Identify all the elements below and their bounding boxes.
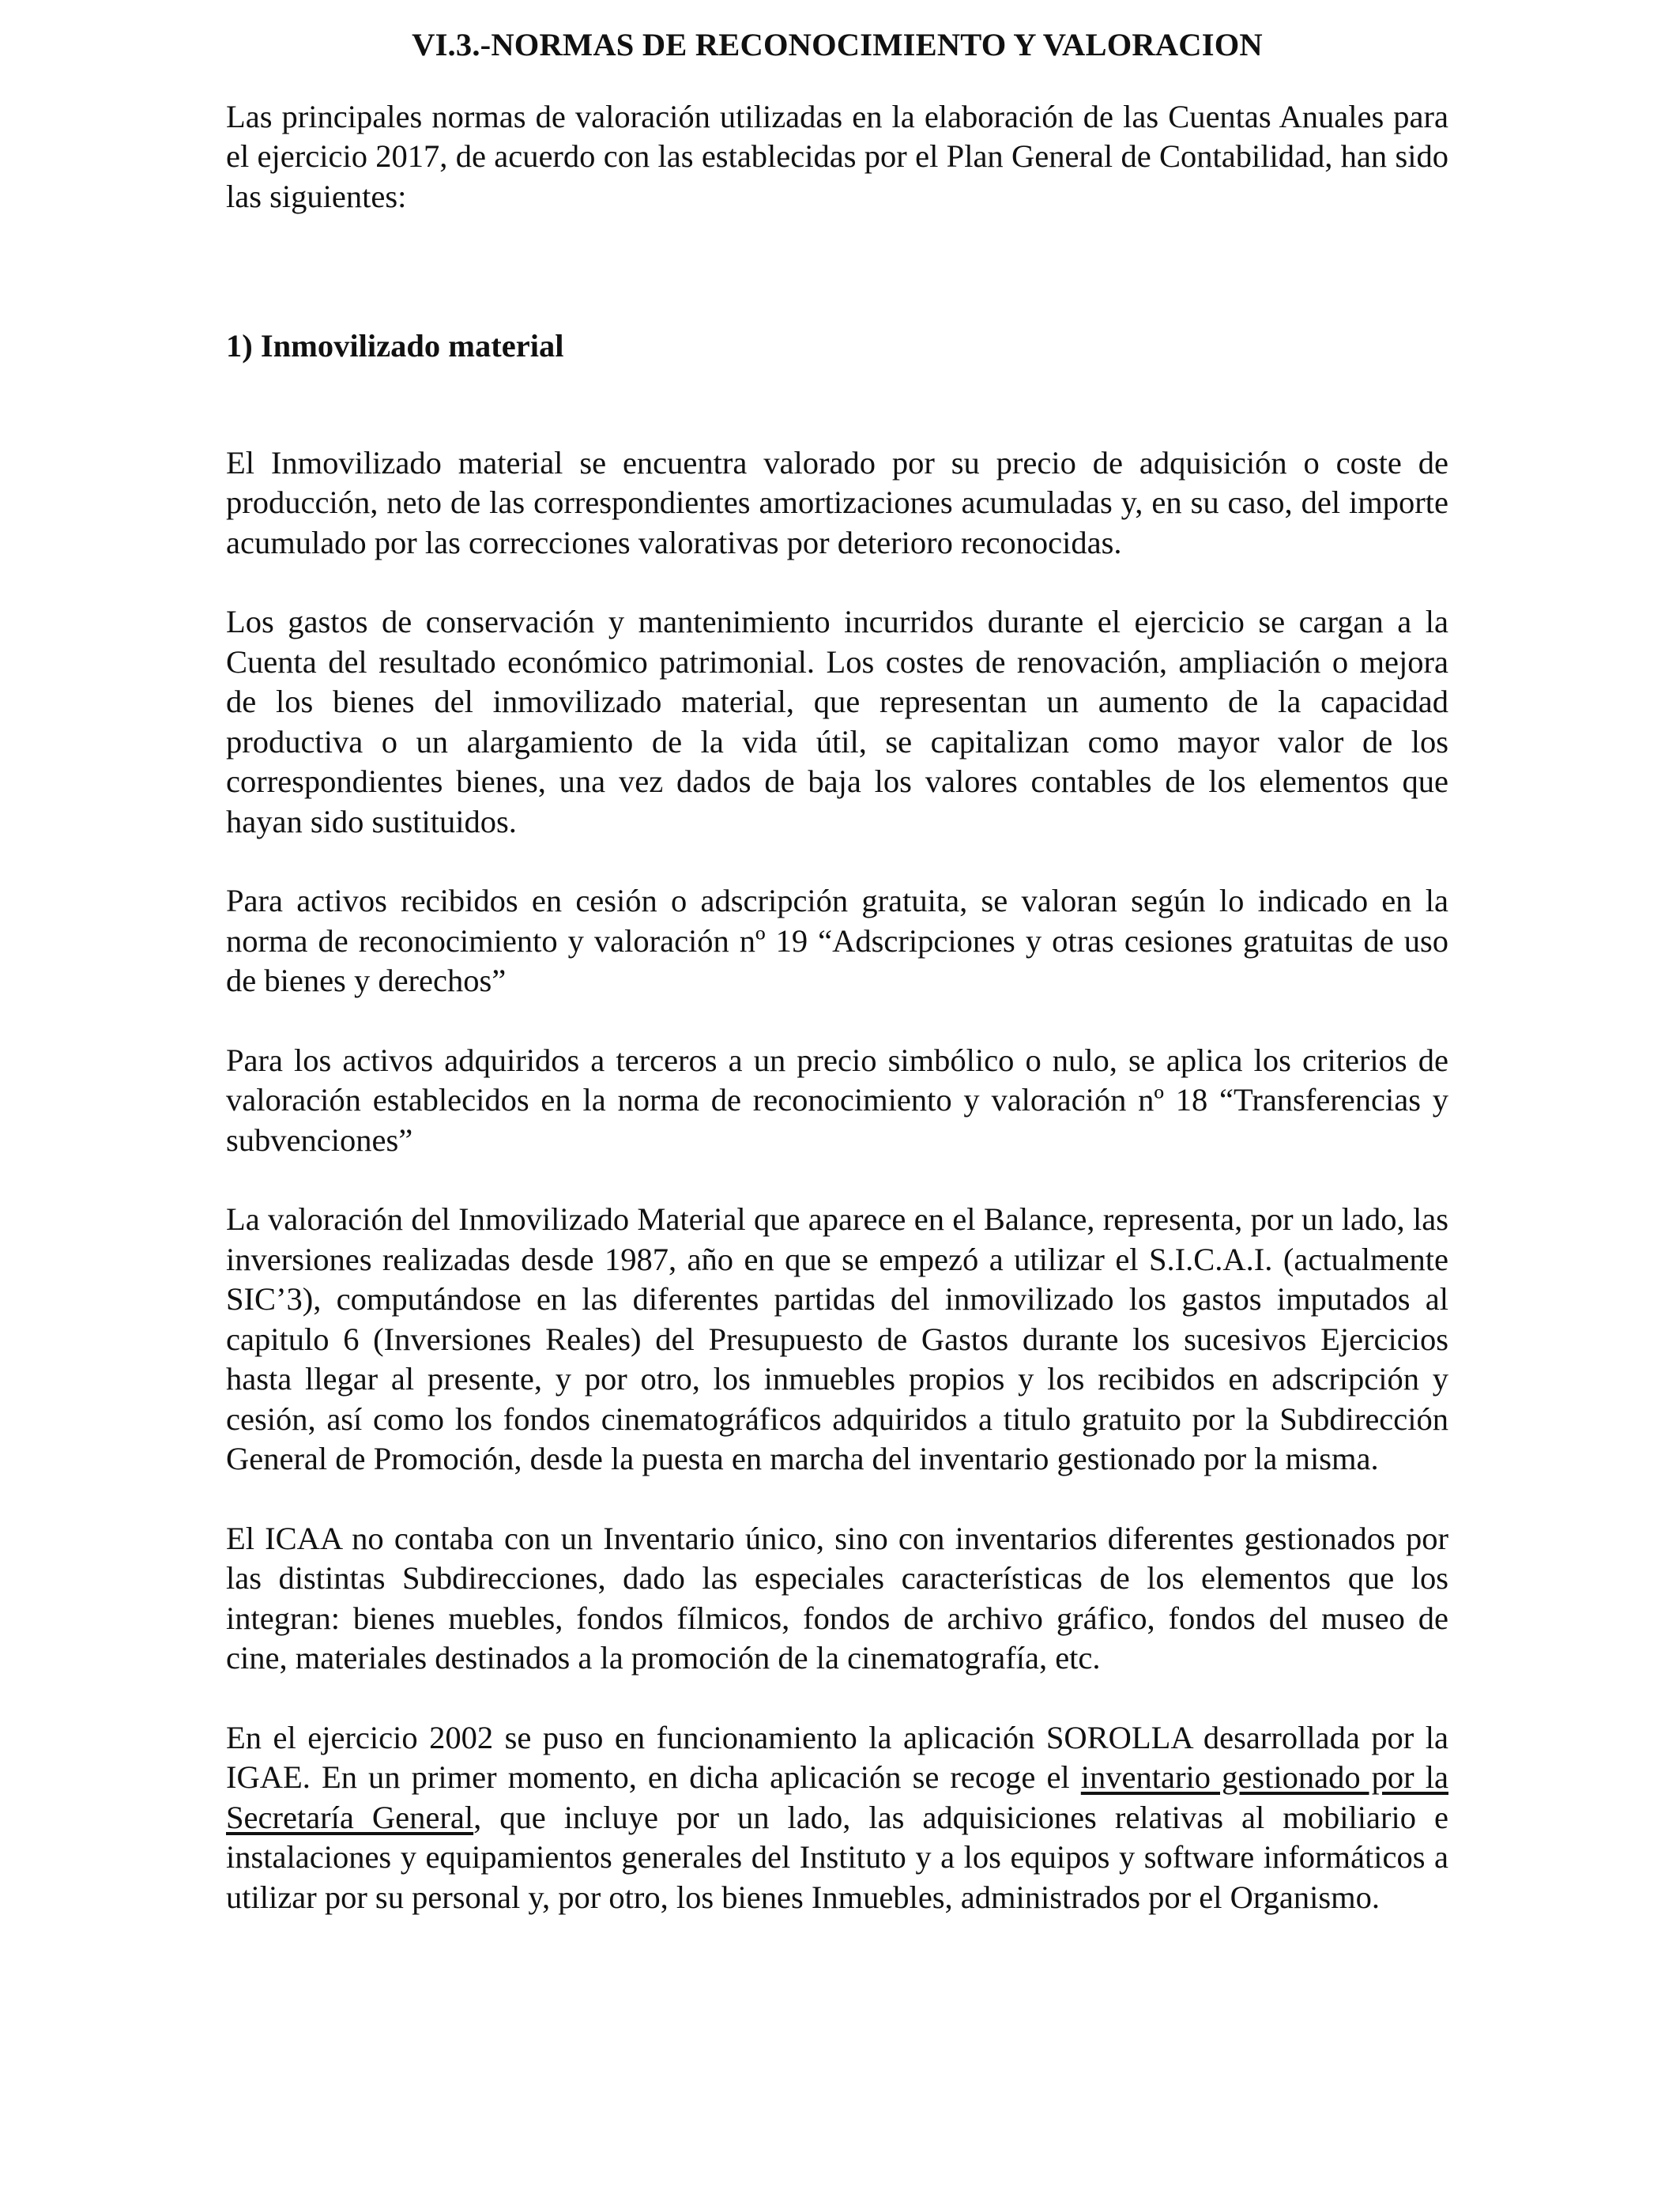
paragraph-symbolic-price: Para los activos adquiridos a terceros a un precio simbólico o nulo, se aplica los criterios de valoración establecidos en la norma de reconocimiento y valoración nº 18 “Transferencias y subvenciones” xyxy=(226,1042,1448,1158)
paragraph-maintenance: Los gastos de conservación y mantenimiento incurridos durante el ejercicio se cargan a la Cuenta del resultado económico patrimonial. Los costes de renovación, ampliación o mejora de los bienes del inmovilizado material, que representan un aumento de la capacidad productiva o un alargamiento de la vida útil, se capitalizan como mayor valor de los correspondientes bienes, una vez dados de baja los valores contables de los elementos que hayan sido sustituidos. xyxy=(226,604,1448,839)
document-title: VI.3.-NORMAS DE RECONOCIMIENTO Y VALORACION xyxy=(412,27,1263,62)
sorolla-text-before: En el ejercicio 2002 se puso en funcionamiento la aplicación SOROLLA desarrollada por la IGAE. En un primer momento, en dicha aplicación se recoge el xyxy=(226,1719,1448,1795)
intro-paragraph: Las principales normas de valoración utilizadas en la elaboración de las Cuentas Anuales para el ejercicio 2017, de acuerdo con las establecidas por el Plan General de Contabilidad, han sido las siguientes: xyxy=(226,98,1448,214)
underlined-inventory-text: inventario gestionado por la Secretaría General xyxy=(226,1759,1448,1835)
sorolla-text-after: , que incluye por un lado, las adquisiciones relativas al mobiliario e instalaciones y equipamientos generales del Instituto y a los equipos y software informáticos a utilizar por su personal y, por otro, los bienes Inmuebles, administrados por el Organismo. xyxy=(226,1799,1449,1915)
paragraph-inventories: El ICAA no contaba con un Inventario único, sino con inventarios diferentes gestionados por las distintas Subdirecciones, dado las especiales características de los elementos que los integran: bienes muebles, fondos fílmicos, fondos de archivo gráfico, fondos del museo de cine, materiales destinados a la promoción de la cinematografía, etc. xyxy=(226,1520,1448,1676)
section-heading: 1) Inmovilizado material xyxy=(226,328,564,364)
paragraph-free-assignment: Para activos recibidos en cesión o adscripción gratuita, se valoran según lo indicado en la norma de reconocimiento y valoración nº 19 “Adscripciones y otras cesiones gratuitas de uso de bienes y derechos” xyxy=(226,883,1448,998)
paragraph-sorolla xyxy=(226,1718,1448,1918)
paragraph-valuation: El Inmovilizado material se encuentra valorado por su precio de adquisición o coste de producción, neto de las correspondientes amortizaciones acumuladas y, en su caso, del importe acumulado por las correcciones valorativas por deterioro reconocidas. xyxy=(226,444,1448,560)
document-page xyxy=(226,25,1448,1917)
paragraph-balance-valuation: La valoración del Inmovilizado Material que aparece en el Balance, representa, por un lado, las inversiones realizadas desde 1987, año en que se empezó a utilizar el S.I.C.A.I. (actualmente SIC’3), computándose en las diferentes partidas del inmovilizado los gastos imputados al capitulo 6 (Inversiones Reales) del Presupuesto de Gastos durante los sucesivos Ejercicios hasta llegar al presente, y por otro, los inmuebles propios y los recibidos en adscripción y cesión, así como los fondos cinematográficos adquiridos a titulo gratuito por la Subdirección General de Promoción, desde la puesta en marcha del inventario gestionado por la misma. xyxy=(226,1201,1448,1476)
